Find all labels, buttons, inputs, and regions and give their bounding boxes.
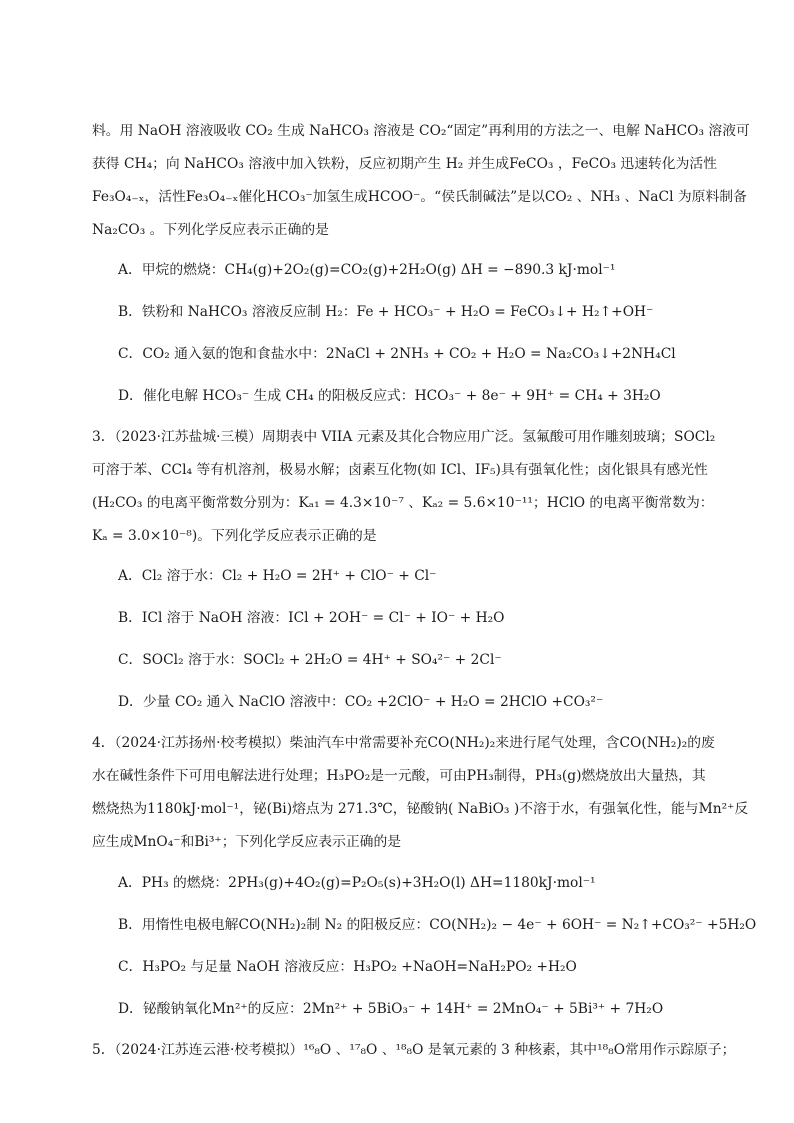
option-d: D．催化电解 HCO₃⁻ 生成 CH₄ 的阳极反应式：HCO₃⁻ + 8e⁻ + 9H⁺ = CH₄ + 3H₂O bbox=[118, 388, 661, 404]
option-a: A．甲烷的燃烧：CH₄(g)+2O₂(g)=CO₂(g)+2H₂O(g) ΔH = −890.3 kJ·mol⁻¹ bbox=[118, 262, 616, 278]
option-b: B．用惰性电极电解CO(NH₂)₂制 N₂ 的阳极反应：CO(NH₂)₂ − 4e⁻ + 6OH⁻ = N₂↑+CO₃²⁻ +5H₂O bbox=[118, 917, 757, 933]
option-b: B．铁粉和 NaHCO₃ 溶液反应制 H₂：Fe + HCO₃⁻ + H₂O = FeCO₃↓+ H₂↑+OH⁻ bbox=[118, 304, 654, 320]
question-4-line: 4．（2024·江苏扬州·校考模拟）柴油汽车中常需要补充CO(NH₂)₂来进行尾气处理，含CO(NH₂)₂的废 bbox=[92, 735, 715, 751]
option-c: C．H₃PO₂ 与足量 NaOH 溶液反应：H₃PO₂ +NaOH=NaH₂PO₂ +H₂O bbox=[118, 959, 577, 975]
question-3-line: 3．（2023·江苏盐城·三模）周期表中 VIIA 元素及其化合物应用广泛。氢氟酸可用作雕刻玻璃；SOCl₂ bbox=[92, 429, 716, 445]
question-3-line: 可溶于苯、CCl₄ 等有机溶剂，极易水解；卤素互化物(如 ICl、IF₅)具有强氧化性；卤化银具有感光性 bbox=[92, 462, 708, 478]
option-c: C．CO₂ 通入氨的饱和食盐水中：2NaCl + 2NH₃ + CO₂ + H₂O = Na₂CO₃↓+2NH₄Cl bbox=[118, 346, 676, 362]
question-4-line: 燃烧热为1180kJ·mol⁻¹，铋(Bi)熔点为 271.3℃，铋酸钠( NaBiO₃ )不溶于水，有强氧化性，能与Mn²⁺反 bbox=[92, 801, 749, 817]
question-4-line: 水在碱性条件下可用电解法进行处理；H₃PO₂是一元酸，可由PH₃制得，PH₃(g)燃烧放出大量热，其 bbox=[92, 768, 706, 784]
option-c: C．SOCl₂ 溶于水：SOCl₂ + 2H₂O = 4H⁺ + SO₄²⁻ + 2Cl⁻ bbox=[118, 652, 502, 668]
paragraph-line: 获得 CH₄；向 NaHCO₃ 溶液中加入铁粉，反应初期产生 H₂ 并生成FeCO₃ ，FeCO₃ 迅速转化为活性 bbox=[92, 156, 717, 172]
paragraph-line: Fe₃O₄₋ₓ，活性Fe₃O₄₋ₓ催化HCO₃⁻加氢生成HCOO⁻。“侯氏制碱法”是以CO₂ 、NH₃ 、NaCl 为原料制备 bbox=[92, 189, 747, 205]
option-d: D．铋酸钠氧化Mn²⁺的反应：2Mn²⁺ + 5BiO₃⁻ + 14H⁺ = 2MnO₄⁻ + 5Bi³⁺ + 7H₂O bbox=[118, 1001, 664, 1017]
option-d: D．少量 CO₂ 通入 NaClO 溶液中：CO₂ +2ClO⁻ + H₂O = 2HClO +CO₃²⁻ bbox=[118, 694, 604, 710]
question-5-line: 5．（2024·江苏连云港·校考模拟）¹⁶₈O 、¹⁷₈O 、¹⁸₈O 是氧元素的 3 种核素，其中¹⁸₈O常用作示踪原子； bbox=[92, 1042, 736, 1058]
option-a: A．PH₃ 的燃烧：2PH₃(g)+4O₂(g)=P₂O₅(s)+3H₂O(l) ΔH=1180kJ·mol⁻¹ bbox=[118, 875, 596, 891]
question-3-line: Kₐ = 3.0×10⁻⁸)。下列化学反应表示正确的是 bbox=[92, 528, 377, 544]
question-4-line: 应生成MnO₄⁻和Bi³⁺；下列化学反应表示正确的是 bbox=[92, 834, 402, 850]
paragraph-line: Na₂CO₃ 。下列化学反应表示正确的是 bbox=[92, 222, 329, 238]
paragraph-line: 料。用 NaOH 溶液吸收 CO₂ 生成 NaHCO₃ 溶液是 CO₂“固定”再利用的方法之一、电解 NaHCO₃ 溶液可 bbox=[92, 123, 750, 139]
option-a: A．Cl₂ 溶于水：Cl₂ + H₂O = 2H⁺ + ClO⁻ + Cl⁻ bbox=[118, 568, 437, 584]
question-3-line: (H₂CO₃ 的电离平衡常数分别为：Kₐ₁ = 4.3×10⁻⁷ 、Kₐ₂ = 5.6×10⁻¹¹；HClO 的电离平衡常数为： bbox=[92, 495, 714, 511]
option-b: B．ICl 溶于 NaOH 溶液：ICl + 2OH⁻ = Cl⁻ + IO⁻ + H₂O bbox=[118, 610, 505, 626]
